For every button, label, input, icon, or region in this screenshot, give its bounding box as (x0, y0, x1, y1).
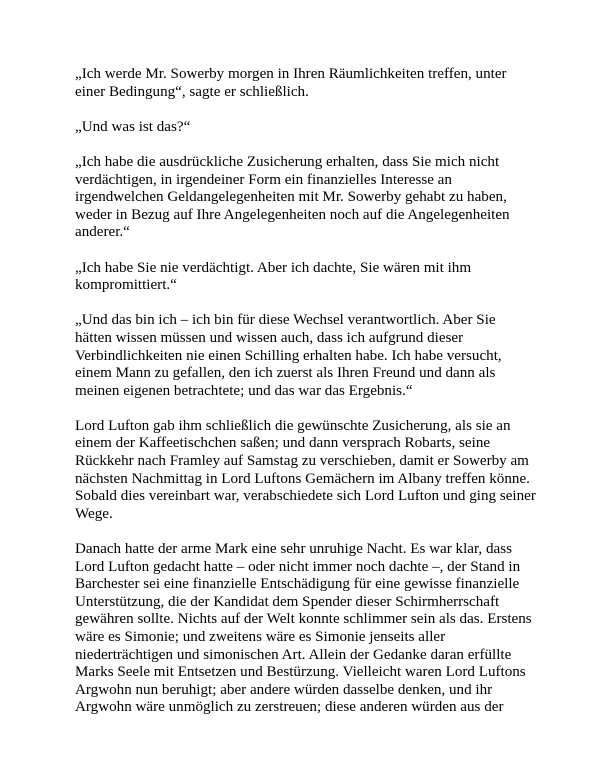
paragraph-7 (75, 541, 540, 717)
paragraph-5 (75, 312, 540, 400)
paragraph-4 (75, 260, 540, 295)
text-line: Wege. (75, 505, 113, 522)
text-line: nächsten Nachmittag in Lord Luftons Gemächern im Albany treffen könne. (75, 470, 530, 487)
text-line: „Und was ist das?“ (75, 118, 191, 135)
text-line: „Ich habe die ausdrückliche Zusicherung erhalten, dass Sie mich nicht (75, 153, 500, 170)
text-line: Barchester sei eine finanzielle Entschädigung für eine gewisse finanzielle (75, 576, 520, 593)
text-line: hätten wissen müssen und wissen auch, dass ich aufgrund dieser (75, 329, 464, 346)
paragraph-1 (75, 66, 540, 101)
text-line: einer Bedingung“, sagte er schließlich. (75, 83, 309, 100)
text-line: Argwohn wäre unmöglich zu zerstreuen; diese anderen würden aus der (75, 699, 504, 716)
paragraph-2 (75, 119, 540, 137)
text-line: einem Mann zu gefallen, den ich zuerst als Ihren Freund und dann als (75, 365, 496, 382)
text-line: kompromittiert.“ (75, 277, 177, 294)
text-line: anderer.“ (75, 224, 130, 241)
text-line: einem der Kaffeetischchen saßen; und dann versprach Robarts, seine (75, 435, 491, 452)
text-line: irgendwelchen Geldangelegenheiten mit Mr. Sowerby gehabt zu haben, (75, 189, 507, 206)
text-line: gewähren sollte. Nichts auf der Welt konnte schlimmer sein als das. Erstens (75, 611, 532, 628)
document-page (75, 66, 540, 735)
text-line: „Ich werde Mr. Sowerby morgen in Ihren Räumlichkeiten treffen, unter (75, 66, 507, 82)
text-line: „Ich habe Sie nie verdächtigt. Aber ich dachte, Sie wären mit ihm (75, 259, 472, 276)
text-line: Danach hatte der arme Mark eine sehr unruhige Nacht. Es war klar, dass (75, 541, 512, 558)
text-line: Sobald dies vereinbart war, verabschiedete sich Lord Lufton und ging seiner (75, 488, 536, 505)
text-line: Verbindlichkeiten nie einen Schilling erhalten habe. Ich habe versucht, (75, 347, 502, 364)
text-line: meinen eigenen betrachtete; und das war das Ergebnis.“ (75, 382, 413, 399)
paragraph-3 (75, 154, 540, 242)
text-line: Marks Seele mit Entsetzen und Bestürzung. Vielleicht waren Lord Luftons (75, 664, 526, 681)
text-line: Lord Lufton gedacht hatte – oder nicht immer noch dachte –, der Stand in (75, 558, 521, 575)
text-line: weder in Bezug auf Ihre Angelegenheiten noch auf die Angelegenheiten (75, 206, 510, 223)
text-line: Unterstützung, die der Kandidat dem Spender dieser Schirmherrschaft (75, 593, 500, 610)
text-line: Argwohn nun beruhigt; aber andere würden dasselbe denken, und ihr (75, 681, 493, 698)
text-line: wäre es Simonie; und zweitens wäre es Simonie jenseits aller (75, 629, 446, 645)
text-line: „Und das bin ich – ich bin für diese Wechsel verantwortlich. Aber Sie (75, 312, 496, 329)
text-line: Lord Lufton gab ihm schließlich die gewünschte Zusicherung, als sie an (75, 417, 511, 434)
paragraph-6 (75, 418, 540, 524)
text-line: niederträchtigen und simonischen Art. Allein der Gedanke daran erfüllte (75, 646, 512, 663)
text-line: verdächtigen, in irgendeiner Form ein finanzielles Interesse an (75, 171, 452, 188)
text-line: Rückkehr nach Framley auf Samstag zu verschieben, damit er Sowerby am (75, 453, 529, 470)
